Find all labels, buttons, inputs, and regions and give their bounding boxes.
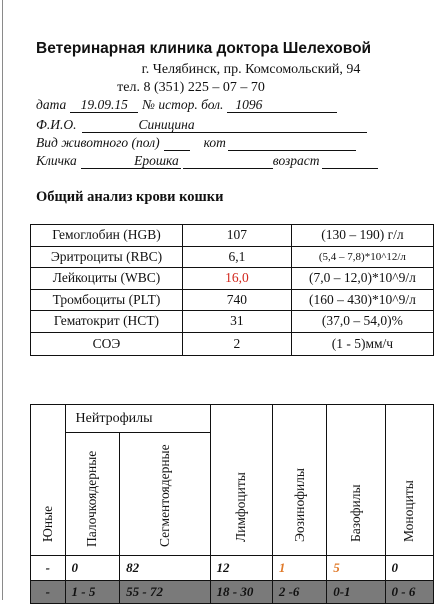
test-name: Гемоглобин (HGB) xyxy=(31,225,183,247)
test-name: Тромбоциты (PLT) xyxy=(31,289,183,311)
history-label: № истор. бол. xyxy=(142,97,224,112)
col-header-young xyxy=(31,405,66,556)
col-header-lymph xyxy=(210,405,272,556)
col-label-young: Юные xyxy=(39,505,55,542)
col-label-mono: Моноциты xyxy=(401,480,417,542)
form-fio-line xyxy=(36,117,367,133)
blood-row xyxy=(31,289,434,311)
date-value: 19.09.15 xyxy=(80,97,128,112)
fio-field[interactable] xyxy=(82,118,367,133)
col-label-eos: Эозинофилы xyxy=(291,468,307,542)
blood-row xyxy=(31,225,434,247)
col-label-segmented: Сегментоядерные xyxy=(156,444,172,547)
blood-row xyxy=(31,332,434,355)
test-norm: (160 – 430)*10^9/л xyxy=(291,289,433,311)
formula-values-row xyxy=(31,556,434,581)
age-label: возраст xyxy=(272,153,320,168)
value-eos: 1 xyxy=(272,556,326,581)
col-label-lymph: Лимфоциты xyxy=(233,472,249,542)
test-value: 107 xyxy=(182,225,291,247)
test-value: 31 xyxy=(182,311,291,333)
test-value: 2 xyxy=(182,332,291,355)
test-norm: (37,0 – 54,0)% xyxy=(291,311,433,333)
test-norm: (5,4 – 7,8)*10^12/л xyxy=(291,246,433,268)
value-band: 0 xyxy=(65,556,120,581)
col-header-segmented xyxy=(120,433,210,556)
col-header-eos xyxy=(272,405,326,556)
norm-band: 1 - 5 xyxy=(65,581,120,604)
age-field[interactable] xyxy=(322,154,378,169)
date-label: дата xyxy=(36,97,67,112)
value-young: - xyxy=(31,556,66,581)
test-name: СОЭ xyxy=(31,332,183,355)
species-value: кот xyxy=(203,135,226,150)
norm-baso: 0-1 xyxy=(327,581,385,604)
species-label: Вид животного (пол) xyxy=(36,135,160,150)
test-norm: (130 – 190) г/л xyxy=(291,225,433,247)
norm-segmented: 55 - 72 xyxy=(120,581,210,604)
value-segmented: 82 xyxy=(120,556,210,581)
history-value: 1096 xyxy=(235,97,263,112)
norm-young: - xyxy=(31,581,66,604)
col-label-baso: Базофилы xyxy=(347,484,363,542)
norm-mono: 0 - 6 xyxy=(385,581,433,604)
form-species-line xyxy=(36,135,356,151)
nickname-value: Ерошка xyxy=(134,153,179,168)
test-norm: (7,0 – 12,0)*10^9/л xyxy=(291,268,433,290)
blood-test-table xyxy=(30,224,434,356)
clinic-phone: тел. 8 (351) 225 – 07 – 70 xyxy=(117,80,265,95)
value-lymph: 12 xyxy=(210,556,272,581)
species-field[interactable] xyxy=(228,136,356,151)
test-name: Лейкоциты (WBC) xyxy=(31,268,183,290)
test-name: Гематокрит (HCT) xyxy=(31,311,183,333)
test-value: 16,0 xyxy=(182,268,291,290)
form-nickname-line xyxy=(36,153,378,169)
fio-label: Ф.И.О. xyxy=(36,117,77,132)
value-baso: 5 xyxy=(327,556,385,581)
neutrophils-header: Нейтрофилы xyxy=(65,405,210,433)
fio-value: Синицина xyxy=(138,117,195,132)
history-field[interactable] xyxy=(227,98,337,113)
value-mono: 0 xyxy=(385,556,433,581)
test-name: Эритроциты (RBC) xyxy=(31,246,183,268)
test-value: 6,1 xyxy=(182,246,291,268)
norm-eos: 2 -6 xyxy=(272,581,326,604)
col-header-mono xyxy=(385,405,433,556)
analysis-title: Общий анализ крови кошки xyxy=(36,189,224,205)
col-label-band: Палочкоядерные xyxy=(84,450,100,547)
sex-field[interactable] xyxy=(164,136,190,151)
col-header-baso xyxy=(327,405,385,556)
blood-row xyxy=(31,268,434,290)
blood-row xyxy=(31,311,434,333)
blank-field[interactable] xyxy=(183,154,273,169)
date-field[interactable] xyxy=(70,98,138,113)
clinic-name: Ветеринарная клиника доктора Шелеховой xyxy=(36,40,372,57)
clinic-address: г. Челябинск, пр. Комсомольский, 94 xyxy=(141,62,361,77)
blood-row xyxy=(31,246,434,268)
nickname-field[interactable] xyxy=(81,154,181,169)
norm-lymph: 18 - 30 xyxy=(210,581,272,604)
formula-norms-row xyxy=(31,581,434,604)
test-norm: (1 - 5)мм/ч xyxy=(291,332,433,355)
test-value: 740 xyxy=(182,289,291,311)
nickname-label: Кличка xyxy=(36,153,77,168)
form-date-line xyxy=(36,97,337,113)
col-header-band xyxy=(65,433,120,556)
leukocyte-formula-table xyxy=(30,404,434,604)
